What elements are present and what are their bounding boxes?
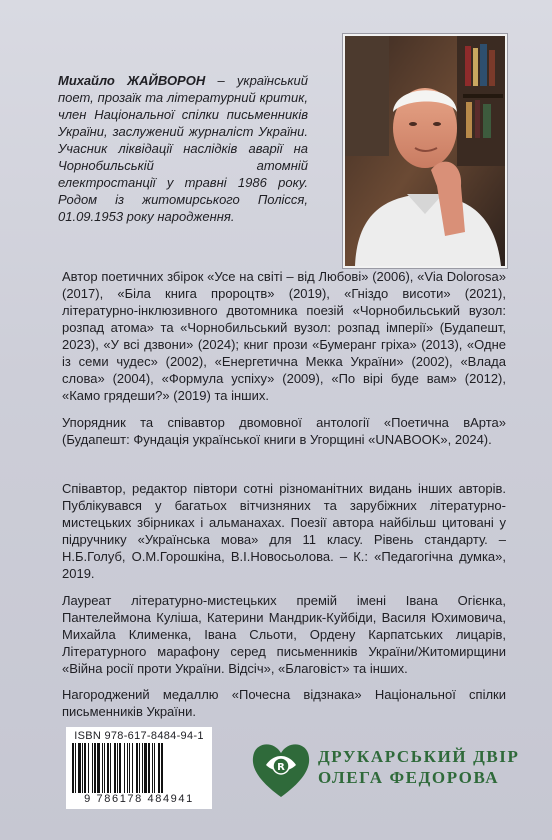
author-bio-text: – український поет, прозаїк та літературний критик, член Національної спілки письменників України, заслужений журналіст України. Учасник ліквідації наслідків аварії на Чорнобильській атомній електростанції у травні 1986 року. Родом із житомирського Полісся, 01.09.1953 року народження. (58, 73, 309, 224)
anthology-paragraph: Упорядник та співавтор двомовної антології «Поетична вАрта» (Будапешт: Фундація української книги в Угорщині «UNABOOK», 2024). (62, 415, 506, 447)
barcode-bar (92, 743, 93, 793)
barcode-bar (75, 743, 76, 793)
publisher-logo-icon (248, 739, 314, 801)
barcode-bar (129, 743, 130, 793)
barcode-bar (107, 743, 109, 793)
barcode-bar (158, 743, 160, 793)
barcode-bar (72, 743, 74, 793)
author-bio (58, 72, 308, 225)
barcode-bar (132, 743, 133, 793)
barcode-bar (139, 743, 140, 793)
author-name: Михайло ЖАЙВОРОН (58, 73, 206, 88)
barcode-bar (142, 743, 143, 793)
publisher-name (318, 746, 520, 788)
barcode-bar (127, 743, 128, 793)
barcode-bar (161, 743, 163, 793)
barcode-bar (152, 743, 153, 793)
barcode-bar (102, 743, 103, 793)
bibliography-paragraph: Автор поетичних збірок «Усе на світі – від Любові» (2006), «Via Dolorosa» (2017), «Біла книга пророцтв» (2019), «Гніздо висоти» (2021), літературно-інклюзивного двотомника поезій «Чорнобильський вузол: розпад атома» та «Чорнобильський вузол: розпад імперії» (Будапешт, 2023), «У всі дзвони» (2024); книг прози «Бумеранг гріха» (2013), «Одне із семи чудес» (2002), «Енергетична Мекка України» (2002), «Влада слова» (2004), «Формула успіху» (2009), «По вірі буде вам» (2012), «Камо грядеши?» (2019) та інших. (62, 269, 506, 403)
barcode-bar (104, 743, 105, 793)
barcode-bar (117, 743, 118, 793)
barcode-bar (88, 743, 89, 793)
barcode-bar (144, 743, 147, 793)
barcode-bar (136, 743, 138, 793)
barcode-bar (97, 743, 100, 793)
author-photo (343, 34, 507, 268)
publisher-name-line2: ОЛЕГА ФЕДОРОВА (318, 768, 500, 787)
barcode-bar (124, 743, 125, 793)
barcode-bars (72, 743, 206, 793)
author-portrait-image (345, 36, 505, 266)
barcode-bar (154, 743, 155, 793)
awards-paragraph: Лауреат літературно-мистецьких премій імені Івана Огієнка, Пантелеймона Куліша, Катерини Мандрик-Куйбіди, Василя Юхимовича, Михайла Клименка, Івана Сльоти, Ордену Карпатських лицарів, Літературного марафону серед письменників України/Житомирщини «Війна росії проти України. Відсіч», «Благовіст» та інших. (62, 593, 506, 676)
barcode-bar (78, 743, 81, 793)
svg-text:R: R (277, 762, 285, 773)
barcode-bar (94, 743, 96, 793)
isbn-barcode (66, 727, 212, 809)
publisher-name-line1: ДРУКАРСЬКИЙ ДВІР (318, 747, 520, 766)
barcode-number: 9 786178 484941 (84, 793, 194, 805)
editorial-paragraph: Співавтор, редактор півтори сотні різноманітних видань інших авторів. Публікувався у багатьох вітчизняних та зарубіжних літературно-мистецьких збірниках і альманахах. Поезії автора найбільш цитовані у підручнику «Українська мова» для 11 класу. Рівень стандарту. – Н.Б.Голуб, О.М.Горошкіна, В.І.Новосьолова. – К.: «Педагогічна думка», 2019. (62, 481, 506, 581)
isbn-label: ISBN 978-617-8484-94-1 (74, 730, 204, 742)
barcode-bar (82, 743, 83, 793)
barcode-bar (84, 743, 86, 793)
barcode-bar (148, 743, 150, 793)
medal-paragraph: Нагороджений медаллю «Почесна відзнака» Національної спілки письменників України. (62, 687, 506, 719)
barcode-bar (119, 743, 121, 793)
barcode-bar (114, 743, 116, 793)
barcode-bar (110, 743, 111, 793)
